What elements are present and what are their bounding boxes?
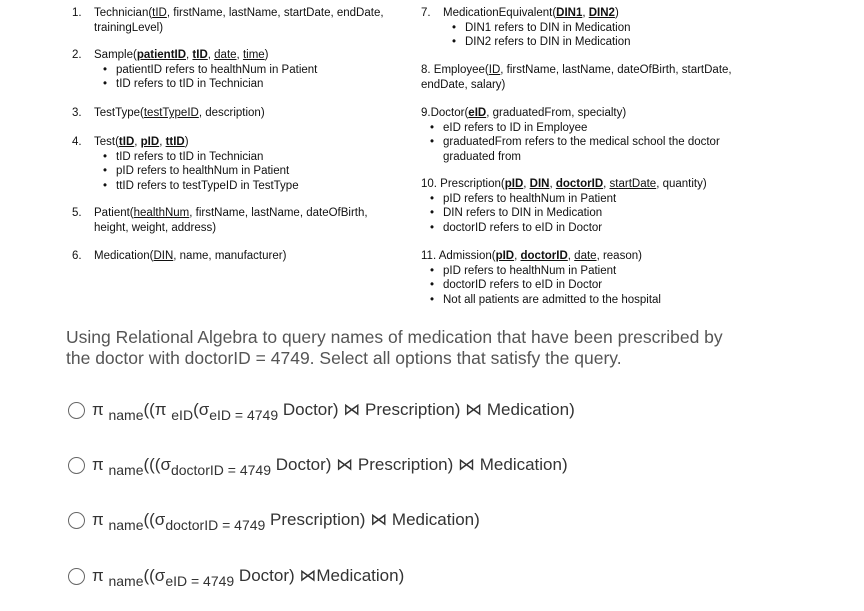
constraint-item: • DIN1 refers to DIN in Medication xyxy=(448,21,761,36)
answer-option-1[interactable] xyxy=(68,400,575,426)
relation-text: ) xyxy=(614,7,619,19)
constraint-list xyxy=(448,21,761,50)
relation-text: , firstName, lastName, startDate, endDate, trainingLevel) xyxy=(94,7,384,34)
expression-subscript: doctorID = 4749 xyxy=(170,462,271,478)
expression-subscript: doctorID = 4749 xyxy=(165,517,266,533)
relation-text: Medication( xyxy=(94,250,154,262)
relation-text: , xyxy=(236,49,243,61)
relation-text: , xyxy=(549,178,556,190)
constraint-item: • pID refers to healthNum in Patient xyxy=(426,192,761,207)
relation-text: , reason) xyxy=(596,250,642,262)
expression-text: Prescription) ⋈ Medication) xyxy=(265,510,480,529)
constraint-item: • doctorID refers to eID in Doctor xyxy=(426,278,761,293)
relation-text: Test( xyxy=(94,136,119,148)
expression-text: ((σ xyxy=(143,566,166,585)
schema-item xyxy=(421,6,761,50)
schema-item xyxy=(72,249,402,264)
constraint-list xyxy=(99,150,402,194)
relation-definition xyxy=(421,106,761,121)
schema-item xyxy=(72,6,402,35)
relation-text: , xyxy=(514,250,521,262)
expression-subscript: name xyxy=(108,517,144,533)
expression-text: (σ xyxy=(193,400,210,419)
answer-option-3[interactable] xyxy=(68,510,480,536)
relation-text: 11. Admission( xyxy=(421,250,496,262)
question-text: Using Relational Algebra to query names of medication that have been prescribed by the doctor with doctorID = 4749. Select all options that satisfy the query. xyxy=(66,327,723,368)
relation-text: MedicationEquivalent( xyxy=(443,7,557,19)
expression-text: π xyxy=(92,510,109,529)
relation-text: 10. Prescription( xyxy=(421,178,505,190)
schema-item xyxy=(72,48,402,92)
expression-text: π xyxy=(92,455,109,474)
expression-text: Doctor) ⋈ Prescription) ⋈ Medication) xyxy=(278,400,575,419)
relation-definition xyxy=(94,206,402,235)
relation-definition xyxy=(94,6,402,35)
relation-text: , xyxy=(567,250,575,262)
relation-text: , xyxy=(207,49,215,61)
constraint-list xyxy=(426,121,761,165)
key-attribute: ID xyxy=(488,64,501,76)
schema-number: 5. xyxy=(72,207,82,219)
expression-subscript: name xyxy=(108,407,144,423)
radio-button[interactable] xyxy=(68,457,85,474)
foreign-key-attribute: pID xyxy=(495,250,515,262)
foreign-key-attribute: doctorID xyxy=(555,178,604,190)
relation-text: , firstName, lastName, dateOfBirth, startDate, endDate, salary) xyxy=(421,64,732,91)
expression-text: Doctor) ⋈ Prescription) ⋈ Medication) xyxy=(270,455,568,474)
constraint-item: • ttID refers to testTypeID in TestType xyxy=(99,179,402,194)
schema-item xyxy=(72,206,402,235)
constraint-item: • eID refers to ID in Employee xyxy=(426,121,761,136)
relational-algebra-expression xyxy=(92,455,568,478)
constraint-item: • doctorID refers to eID in Doctor xyxy=(426,221,761,236)
relation-definition xyxy=(94,249,402,264)
constraint-item: • DIN refers to DIN in Medication xyxy=(426,206,761,221)
relation-text: , firstName, lastName, dateOfBirth, height, weight, address) xyxy=(94,207,368,234)
radio-button[interactable] xyxy=(68,568,85,585)
schema-number: 7. xyxy=(421,7,431,19)
relation-definition xyxy=(94,106,402,121)
answer-option-2[interactable] xyxy=(68,455,568,481)
foreign-key-attribute: DIN1 xyxy=(556,7,583,19)
key-attribute: DIN xyxy=(153,250,174,262)
key-attribute: startDate xyxy=(609,178,657,190)
relation-text: , xyxy=(603,178,610,190)
relation-text: , xyxy=(159,136,166,148)
foreign-key-attribute: ttID xyxy=(165,136,185,148)
relation-text: , name, manufacturer) xyxy=(173,250,287,262)
radio-button[interactable] xyxy=(68,512,85,529)
key-attribute: date xyxy=(574,250,597,262)
schema-item xyxy=(421,63,761,92)
foreign-key-attribute: pID xyxy=(140,136,160,148)
expression-text: π xyxy=(92,400,109,419)
foreign-key-attribute: pID xyxy=(504,178,524,190)
relation-definition xyxy=(421,249,761,264)
key-attribute: testTypeID xyxy=(143,107,199,119)
schema-item xyxy=(72,135,402,193)
radio-button[interactable] xyxy=(68,402,85,419)
schema-item xyxy=(421,106,761,164)
answer-option-4[interactable] xyxy=(68,566,404,592)
relation-text: , graduatedFrom, specialty) xyxy=(486,107,627,119)
expression-subscript: name xyxy=(108,573,144,589)
expression-subscript: eID = 4749 xyxy=(209,407,279,423)
key-attribute: date xyxy=(214,49,237,61)
foreign-key-attribute: tID xyxy=(118,136,135,148)
expression-text: Doctor) ⋈Medication) xyxy=(234,566,405,585)
expression-text: π xyxy=(92,566,109,585)
foreign-key-attribute: DIN xyxy=(529,178,550,190)
relation-text: 8. Employee( xyxy=(421,64,489,76)
expression-text: (((σ xyxy=(143,455,171,474)
relation-text: Patient( xyxy=(94,207,134,219)
relation-text: , quantity) xyxy=(656,178,707,190)
expression-text: ((π xyxy=(143,400,172,419)
relation-text: , xyxy=(523,178,530,190)
relation-text: ) xyxy=(184,136,189,148)
relation-definition xyxy=(421,177,761,192)
expression-subscript: name xyxy=(108,462,144,478)
constraint-item: • DIN2 refers to DIN in Medication xyxy=(448,35,761,50)
relation-text: , xyxy=(582,7,589,19)
expression-subscript: eID xyxy=(171,407,194,423)
schema-number: 2. xyxy=(72,49,82,61)
relation-text: , xyxy=(134,136,141,148)
constraint-item: • pID refers to healthNum in Patient xyxy=(426,264,761,279)
constraint-list xyxy=(426,192,761,236)
constraint-item: • tID refers to tID in Technician xyxy=(99,150,402,165)
relation-text: Sample( xyxy=(94,49,137,61)
relation-text: , xyxy=(186,49,193,61)
relation-text: TestType( xyxy=(94,107,144,119)
expression-subscript: eID = 4749 xyxy=(165,573,235,589)
foreign-key-attribute: doctorID xyxy=(520,250,568,262)
relational-algebra-expression xyxy=(92,400,575,423)
constraint-item: • patientID refers to healthNum in Patient xyxy=(99,63,402,78)
expression-text: ((σ xyxy=(143,510,166,529)
relational-algebra-expression xyxy=(92,566,405,589)
constraint-item: • graduatedFrom refers to the medical school the doctor graduated from xyxy=(426,135,761,164)
schema-item xyxy=(72,106,402,121)
relation-text: 9.Doctor( xyxy=(421,107,469,119)
relation-text: Technician( xyxy=(94,7,153,19)
relational-algebra-expression xyxy=(92,510,480,533)
relation-definition xyxy=(94,48,402,63)
constraint-list xyxy=(426,264,761,308)
foreign-key-attribute: patientID xyxy=(136,49,187,61)
schema-item xyxy=(421,177,761,235)
relation-definition xyxy=(94,135,402,150)
key-attribute: healthNum xyxy=(133,207,190,219)
schema-item xyxy=(421,249,761,307)
constraint-list xyxy=(99,63,402,92)
foreign-key-attribute: eID xyxy=(468,107,487,119)
constraint-item: • Not all patients are admitted to the hospital xyxy=(426,293,761,308)
foreign-key-attribute: tID xyxy=(192,49,208,61)
key-attribute: tID xyxy=(152,7,167,19)
relation-text: ) xyxy=(264,49,269,61)
key-attribute: time xyxy=(242,49,265,61)
schema-number: 6. xyxy=(72,250,82,262)
relation-definition xyxy=(443,6,761,21)
schema-number: 1. xyxy=(72,7,82,19)
constraint-item: • tID refers to tID in Technician xyxy=(99,77,402,92)
relation-definition xyxy=(421,63,761,92)
schema-number: 3. xyxy=(72,107,82,119)
schema-number: 4. xyxy=(72,136,82,148)
constraint-item: • pID refers to healthNum in Patient xyxy=(99,164,402,179)
foreign-key-attribute: DIN2 xyxy=(588,7,615,19)
relation-text: , description) xyxy=(198,107,265,119)
